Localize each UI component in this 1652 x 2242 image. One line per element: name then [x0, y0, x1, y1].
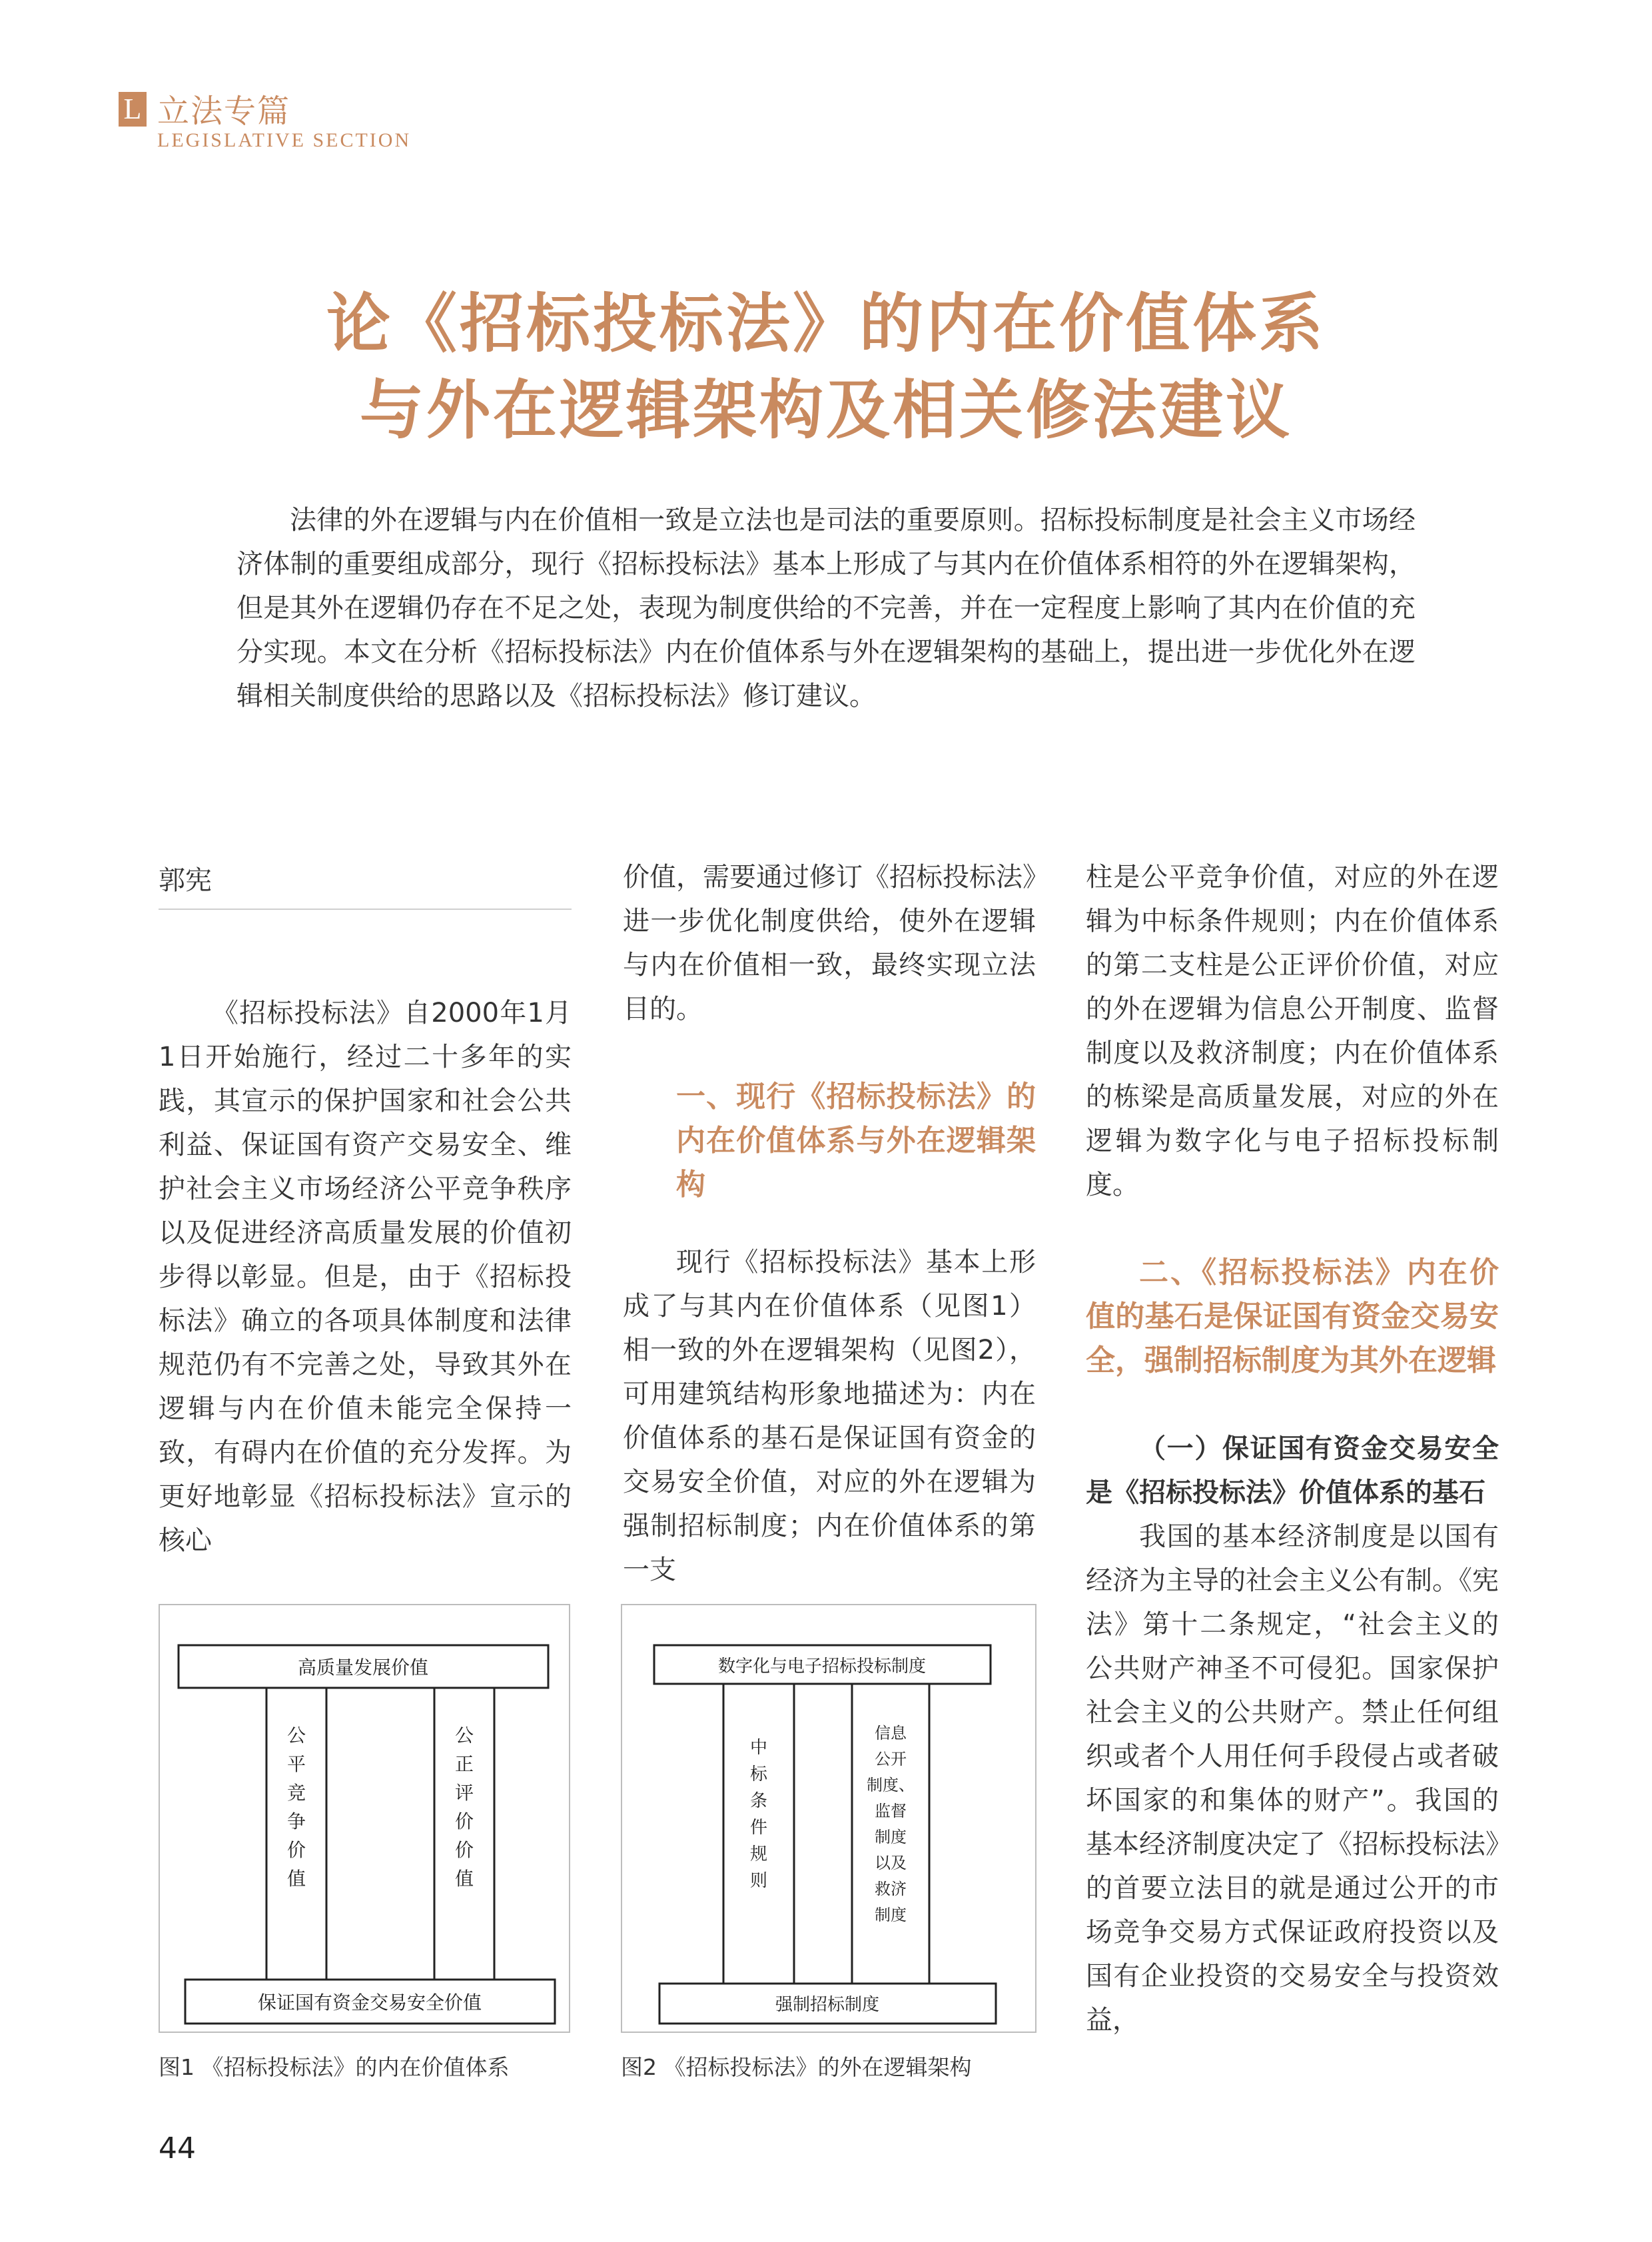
body-paragraph: 现行《招标投标法》基本上形成了与其内在价值体系（见图1）相一致的外在逻辑架构（见图2），可用建筑结构形象地描述为：内在价值体系的基石是保证国有资金的交易安全价值，对应的外在逻辑为强制招标制度；内在价值体系的第一支 — [623, 1247, 1036, 1585]
subsection-heading: （一）保证国有资金交易安全是《招标投标法》价值体系的基石 — [1086, 1433, 1499, 1508]
figure-2 — [621, 1604, 1036, 2033]
author-divider — [159, 909, 572, 910]
fig2-base-label: 强制招标制度 — [775, 1995, 880, 2015]
figure-1-caption: 图1 《招标投标法》的内在价值体系 — [159, 2054, 510, 2080]
abstract: 法律的外在逻辑与内在价值相一致是立法也是司法的重要原则。招标投标制度是社会主义市场经济体制的重要组成部分，现行《招标投标法》基本上形成了与其内在价值体系相符的外在逻辑架构，但是其外在逻辑仍存在不足之处，表现为制度供给的不完善，并在一定程度上影响了其内在价值的充分实现。本文在分析《招标投标法》内在价值体系与外在逻辑架构的基础上，提出进一步优化外在逻辑相关制度供给的思路以及《招标投标法》修订建议。 — [236, 505, 1416, 711]
body-paragraph: 柱是公平竞争价值，对应的外在逻辑为中标条件规则；内在价值体系的第二支柱是公正评价价值，对应的外在逻辑为信息公开制度、监督制度以及救济制度；内在价值体系的栋梁是高质量发展，对应的外在逻辑为数字化与电子招标投标制度。 — [1086, 862, 1499, 1200]
fig2-right-pillar-line-5: 以及 — [875, 1854, 907, 1872]
article-title-line1: 论《招标投标法》的内在价值体系 — [326, 286, 1326, 361]
column-2 — [623, 855, 1036, 1592]
fig2-left-pillar-char-2: 条 — [749, 1791, 768, 1811]
body-paragraph: 价值，需要通过修订《招标投标法》进一步优化制度供给，使外在逻辑与内在价值相一致，最终实现立法目的。 — [623, 862, 1036, 1024]
fig1-left-pillar-char-2: 竞 — [286, 1782, 306, 1804]
figure-2-caption: 图2 《招标投标法》的外在逻辑架构 — [621, 2054, 972, 2080]
body-paragraph: 《招标投标法》自2000年1月1日开始施行，经过二十多年的实践，其宣示的保护国家和社会公共利益、保证国有资产交易安全、维护社会主义市场经济公平竞争秩序以及促进经济高质量发展的价值初步得以彰显。但是，由于《招标投标法》确立的各项具体制度和法律规范仍有不完善之处，导致其外在逻辑与内在价值未能完全保持一致，有碍内在价值的充分发挥。为更好地彰显《招标投标法》宣示的核心 — [159, 998, 572, 1556]
section-name: 立法专篇 — [157, 93, 291, 130]
section-mark-icon: L — [119, 92, 147, 127]
fig2-left-pillar-char-0: 中 — [749, 1738, 768, 1758]
fig2-top-label: 数字化与电子招标投标制度 — [717, 1657, 927, 1677]
figure-1 — [159, 1604, 570, 2033]
fig2-right-pillar-line-2: 制度、 — [867, 1776, 915, 1794]
fig2-right-pillar-line-3: 监督 — [875, 1802, 907, 1820]
section-heading-2: 二、《招标投标法》内在价值的基石是保证国有资金交易安全，强制招标制度为其外在逻辑 — [1086, 1256, 1499, 1377]
fig2-left-pillar-char-4: 规 — [749, 1844, 768, 1864]
column-1 — [159, 991, 572, 1563]
fig1-left-pillar-char-1: 平 — [286, 1753, 306, 1775]
fig1-right-pillar-char-4: 价 — [454, 1839, 474, 1861]
fig1-top-label: 高质量发展价值 — [297, 1657, 429, 1679]
section-heading-1: 一、现行《招标投标法》的内在价值体系与外在逻辑架构 — [676, 1080, 1036, 1202]
fig1-base-label: 保证国有资金交易安全价值 — [257, 1992, 482, 2014]
fig2-right-pillar-line-1: 公开 — [875, 1750, 907, 1768]
body-paragraph: 我国的基本经济制度是以国有经济为主导的社会主义公有制。《宪法》第十二条规定，“社会主义的公共财产神圣不可侵犯。国家保护社会主义的公共财产。禁止任何组织或者个人用任何手段侵占或者破坏国家的和集体的财产”。我国的基本经济制度决定了《招标投标法》的首要立法目的就是通过公开的市场竞争交易方式保证政府投资以及国有企业投资的交易安全与投资效益， — [1086, 1521, 1499, 2036]
fig2-left-pillar-char-5: 则 — [749, 1871, 768, 1891]
fig2-right-pillar-line-0: 信息 — [875, 1724, 907, 1742]
fig2-right-pillar-line-6: 救济 — [875, 1880, 907, 1898]
page-number: 44 — [159, 2131, 196, 2165]
fig2-right-pillar-line-4: 制度 — [875, 1828, 907, 1846]
column-3 — [1086, 855, 1499, 2042]
fig1-right-pillar-char-3: 价 — [454, 1810, 474, 1832]
fig1-left-pillar-char-0: 公 — [286, 1724, 306, 1746]
author: 郭宪 — [159, 865, 212, 896]
fig1-left-pillar-char-5: 值 — [286, 1868, 306, 1890]
fig1-right-pillar-char-5: 值 — [454, 1868, 474, 1890]
fig1-right-pillar-char-1: 正 — [454, 1753, 474, 1775]
fig1-right-pillar-char-0: 公 — [454, 1724, 474, 1746]
article-title-line2: 与外在逻辑架构及相关修法建议 — [360, 373, 1292, 448]
section-name-en: LEGISLATIVE SECTION — [157, 129, 412, 151]
fig1-right-pillar-char-2: 评 — [454, 1782, 474, 1804]
fig2-left-pillar-char-3: 件 — [749, 1818, 768, 1838]
fig2-right-pillar-line-7: 制度 — [875, 1906, 907, 1924]
fig2-left-pillar-char-1: 标 — [749, 1764, 768, 1784]
fig1-left-pillar-char-4: 价 — [286, 1839, 306, 1861]
fig1-left-pillar-char-3: 争 — [286, 1810, 306, 1832]
